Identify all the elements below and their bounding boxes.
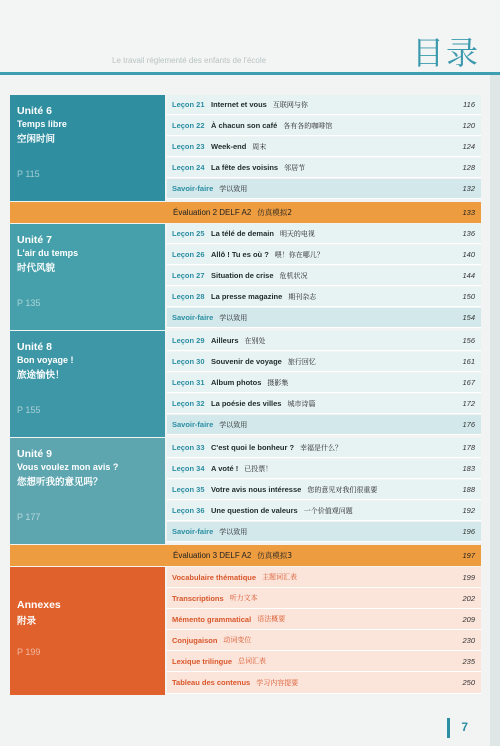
lesson-label: Leçon 29	[172, 336, 205, 345]
toc-row-savoir-faire[interactable]	[167, 522, 481, 542]
lesson-label: Leçon 23	[172, 142, 205, 151]
lesson-label: Leçon 36	[172, 506, 205, 515]
toc-row[interactable]	[167, 224, 481, 244]
evaluation-title-cn: 仿真模拟2	[257, 208, 293, 217]
annex-label: Vocabulaire thématique	[172, 572, 257, 582]
unit-6-panel	[10, 95, 165, 201]
unit-name: Unité 6	[17, 105, 53, 117]
page-number: 116	[463, 100, 475, 109]
lesson-title-cn: 周末	[252, 142, 267, 151]
lesson-title-cn: 学以致用	[219, 420, 248, 429]
page-number: 150	[462, 292, 475, 301]
unit-page: P 155	[17, 405, 41, 415]
page-number: 124	[462, 142, 475, 151]
lesson-title-cn: 学以致用	[219, 184, 248, 193]
annex-title-cn: 主题词汇表	[262, 573, 298, 581]
lesson-title-fr: La fête des voisins	[211, 163, 279, 172]
lesson-title-fr: Souvenir de voyage	[211, 357, 282, 366]
lesson-label: Savoir-faire	[172, 420, 214, 429]
lesson-title-cn: 危机状况	[279, 271, 308, 280]
unit-title-cn: 您想听我的意见吗？	[17, 477, 103, 488]
toc-row[interactable]	[167, 116, 481, 136]
annex-label: Lexique trilingue	[172, 656, 233, 666]
lesson-title-cn: 学以致用	[219, 527, 248, 536]
toc-row[interactable]	[167, 95, 481, 115]
lesson-label: Leçon 33	[172, 443, 205, 452]
table-of-contents	[10, 95, 481, 698]
unit-name: Unité 8	[17, 341, 53, 353]
page-number: 154	[462, 313, 475, 322]
page-number: 136	[462, 229, 475, 238]
page-edge-strip	[490, 75, 500, 746]
annex-label: Tableau des contenus	[172, 678, 251, 687]
toc-row[interactable]	[167, 137, 481, 157]
annex-label: Mémento grammatical	[172, 614, 252, 624]
toc-row[interactable]	[167, 245, 481, 265]
lesson-title-cn: 一个价值观问题	[303, 506, 353, 515]
lesson-title-cn: 学以致用	[219, 313, 248, 322]
lesson-label: Savoir-faire	[172, 184, 214, 193]
unit-page: P 177	[17, 512, 41, 522]
unit-6-section	[10, 95, 481, 201]
annexes-title-cn: 附录	[17, 616, 37, 627]
lesson-title-fr: Internet et vous	[211, 100, 267, 109]
lesson-title-cn: 喂！你在哪儿？	[274, 250, 324, 259]
evaluation-label: Évaluation 3 DELF A2	[173, 551, 252, 560]
page-number: 128	[462, 163, 475, 172]
toc-row[interactable]	[167, 331, 481, 351]
unit-7-panel	[10, 224, 165, 330]
lesson-title-cn: 旅行回忆	[287, 357, 316, 366]
toc-row[interactable]	[167, 373, 481, 393]
evaluation-2-row[interactable]	[10, 202, 481, 223]
page-number: 196	[462, 527, 475, 536]
lesson-title-cn: 已投票！	[244, 464, 273, 473]
annex-label: Transcriptions	[172, 593, 224, 603]
toc-row-savoir-faire[interactable]	[167, 415, 481, 435]
page-number: 209	[462, 614, 475, 624]
lesson-label: Leçon 32	[172, 399, 205, 408]
lesson-title-cn: 期刊杂志	[288, 292, 317, 301]
toc-row[interactable]	[167, 352, 481, 372]
unit-title-fr: Bon voyage !	[17, 355, 74, 365]
lesson-label: Leçon 30	[172, 357, 205, 366]
toc-row[interactable]	[167, 287, 481, 307]
lesson-title-fr: La télé de demain	[211, 229, 274, 238]
lesson-title-cn: 城市诗篇	[287, 399, 316, 408]
lesson-title-fr: Allô ! Tu es où ?	[211, 250, 269, 259]
unit-7-rows	[167, 224, 481, 330]
unit-title-cn: 旅途愉快！	[17, 370, 65, 381]
page-title: 目录	[411, 34, 480, 72]
footer-page-number: 7	[461, 720, 468, 734]
toc-row[interactable]	[167, 480, 481, 500]
lesson-title-cn: 幸福是什么？	[300, 443, 343, 452]
lesson-title-fr: Album photos	[211, 378, 262, 387]
page-number: 172	[462, 399, 475, 408]
annex-title-cn: 语法概要	[257, 615, 286, 623]
toc-row[interactable]	[167, 394, 481, 414]
lesson-title-fr: Une question de valeurs	[211, 506, 298, 515]
lesson-label: Leçon 31	[172, 378, 205, 387]
lesson-title-fr: C'est quoi le bonheur ?	[211, 443, 295, 452]
unit-name: Unité 9	[17, 448, 53, 460]
unit-8-section	[10, 331, 481, 437]
lesson-title-cn: 您的意见对我们很重要	[307, 485, 378, 494]
evaluation-label: Évaluation 2 DELF A2	[173, 208, 252, 217]
lesson-title-fr: Week-end	[211, 142, 247, 151]
lesson-label: Leçon 35	[172, 485, 205, 494]
unit-7-section	[10, 224, 481, 330]
lesson-label: Leçon 21	[172, 100, 205, 109]
title-rule	[0, 72, 500, 75]
toc-row[interactable]	[167, 266, 481, 286]
lesson-label: Leçon 34	[172, 464, 205, 473]
evaluation-3-row[interactable]	[10, 545, 481, 566]
page-number: 192	[462, 506, 475, 515]
toc-row[interactable]	[167, 567, 481, 588]
unit-title-fr: L'air du temps	[17, 248, 79, 258]
faint-header-text: Le travail réglementé des enfants de l'école	[112, 56, 267, 65]
unit-title-cn: 时代风貌	[17, 263, 56, 274]
toc-row[interactable]	[167, 588, 481, 609]
unit-title-cn: 空闲时间	[17, 134, 56, 145]
lesson-label: Leçon 27	[172, 271, 205, 280]
page-number: 197	[462, 551, 475, 560]
page-number: 132	[462, 184, 475, 193]
annex-label: Conjugaison	[172, 635, 218, 645]
unit-title-fr: Temps libre	[17, 119, 67, 129]
toc-row[interactable]	[167, 438, 481, 458]
toc-row[interactable]	[167, 630, 481, 651]
lesson-label: Leçon 25	[172, 229, 205, 238]
unit-8-panel	[10, 331, 165, 437]
unit-8-rows	[167, 331, 481, 437]
lesson-title-fr: Ailleurs	[211, 336, 239, 345]
lesson-title-cn: 邻居节	[284, 163, 306, 172]
lesson-title-fr: Votre avis nous intéresse	[211, 485, 302, 494]
unit-9-panel	[10, 438, 165, 544]
toc-row-savoir-faire[interactable]	[167, 179, 481, 199]
lesson-title-fr: La presse magazine	[211, 292, 283, 301]
unit-9-rows	[167, 438, 481, 544]
unit-9-section	[10, 438, 481, 544]
page-number: 250	[462, 678, 475, 687]
unit-6-rows	[167, 95, 481, 201]
annexes-section	[10, 567, 481, 695]
page-number: 230	[462, 635, 475, 645]
unit-page: P 115	[17, 169, 40, 179]
page-number: 188	[462, 485, 475, 494]
page-number: 176	[462, 420, 475, 429]
lesson-label: Leçon 24	[172, 163, 205, 172]
toc-row-savoir-faire[interactable]	[167, 308, 481, 328]
page-number: 199	[462, 572, 475, 582]
annexes-page: P 199	[17, 647, 41, 657]
evaluation-title-cn: 仿真模拟3	[257, 551, 293, 560]
toc-row[interactable]	[167, 609, 481, 630]
page-number-marker	[447, 718, 450, 738]
toc-row[interactable]	[167, 501, 481, 521]
lesson-label: Leçon 28	[172, 292, 205, 301]
lesson-title-cn: 互联网与你	[272, 100, 308, 109]
lesson-label: Savoir-faire	[172, 313, 214, 322]
unit-page: P 135	[17, 298, 41, 308]
toc-row[interactable]	[167, 158, 481, 178]
lesson-label: Leçon 26	[172, 250, 205, 259]
lesson-title-fr: La poésie des villes	[211, 399, 282, 408]
lesson-title-fr: A voté !	[211, 464, 239, 473]
toc-row[interactable]	[167, 459, 481, 479]
page-number: 140	[462, 250, 475, 259]
lesson-title-cn: 各有各的咖啡馆	[283, 121, 333, 130]
lesson-label: Savoir-faire	[172, 527, 214, 536]
annex-title-cn: 听力文本	[229, 594, 258, 602]
annexes-panel	[10, 567, 165, 695]
annexes-name: Annexes	[17, 599, 61, 611]
page-number: 167	[462, 378, 475, 387]
page-number: 183	[462, 464, 475, 473]
lesson-title-fr: À chacun son café	[211, 121, 278, 130]
toc-row[interactable]	[167, 651, 481, 672]
page-number: 133	[462, 208, 475, 217]
lesson-title-cn: 在别处	[244, 336, 266, 345]
annexes-rows	[167, 567, 481, 695]
page-number: 202	[462, 593, 475, 603]
lesson-title-fr: Situation de crise	[211, 271, 274, 280]
page-number: 120	[462, 121, 475, 130]
annex-title-cn: 总词汇表	[238, 657, 267, 665]
lesson-label: Leçon 22	[172, 121, 205, 130]
annex-title-cn: 动词变位	[223, 636, 252, 644]
page-number: 156	[462, 336, 475, 345]
page-number: 161	[462, 357, 475, 366]
toc-row[interactable]	[167, 672, 481, 694]
lesson-title-cn: 明天的电视	[279, 229, 315, 238]
page-number: 144	[462, 271, 475, 280]
annex-title-cn: 学习内容提要	[256, 678, 299, 687]
unit-title-fr: Vous voulez mon avis ?	[17, 462, 119, 472]
unit-name: Unité 7	[17, 234, 53, 246]
lesson-title-cn: 摄影集	[267, 378, 289, 387]
page-number: 235	[462, 656, 475, 666]
page-number: 178	[462, 443, 475, 452]
